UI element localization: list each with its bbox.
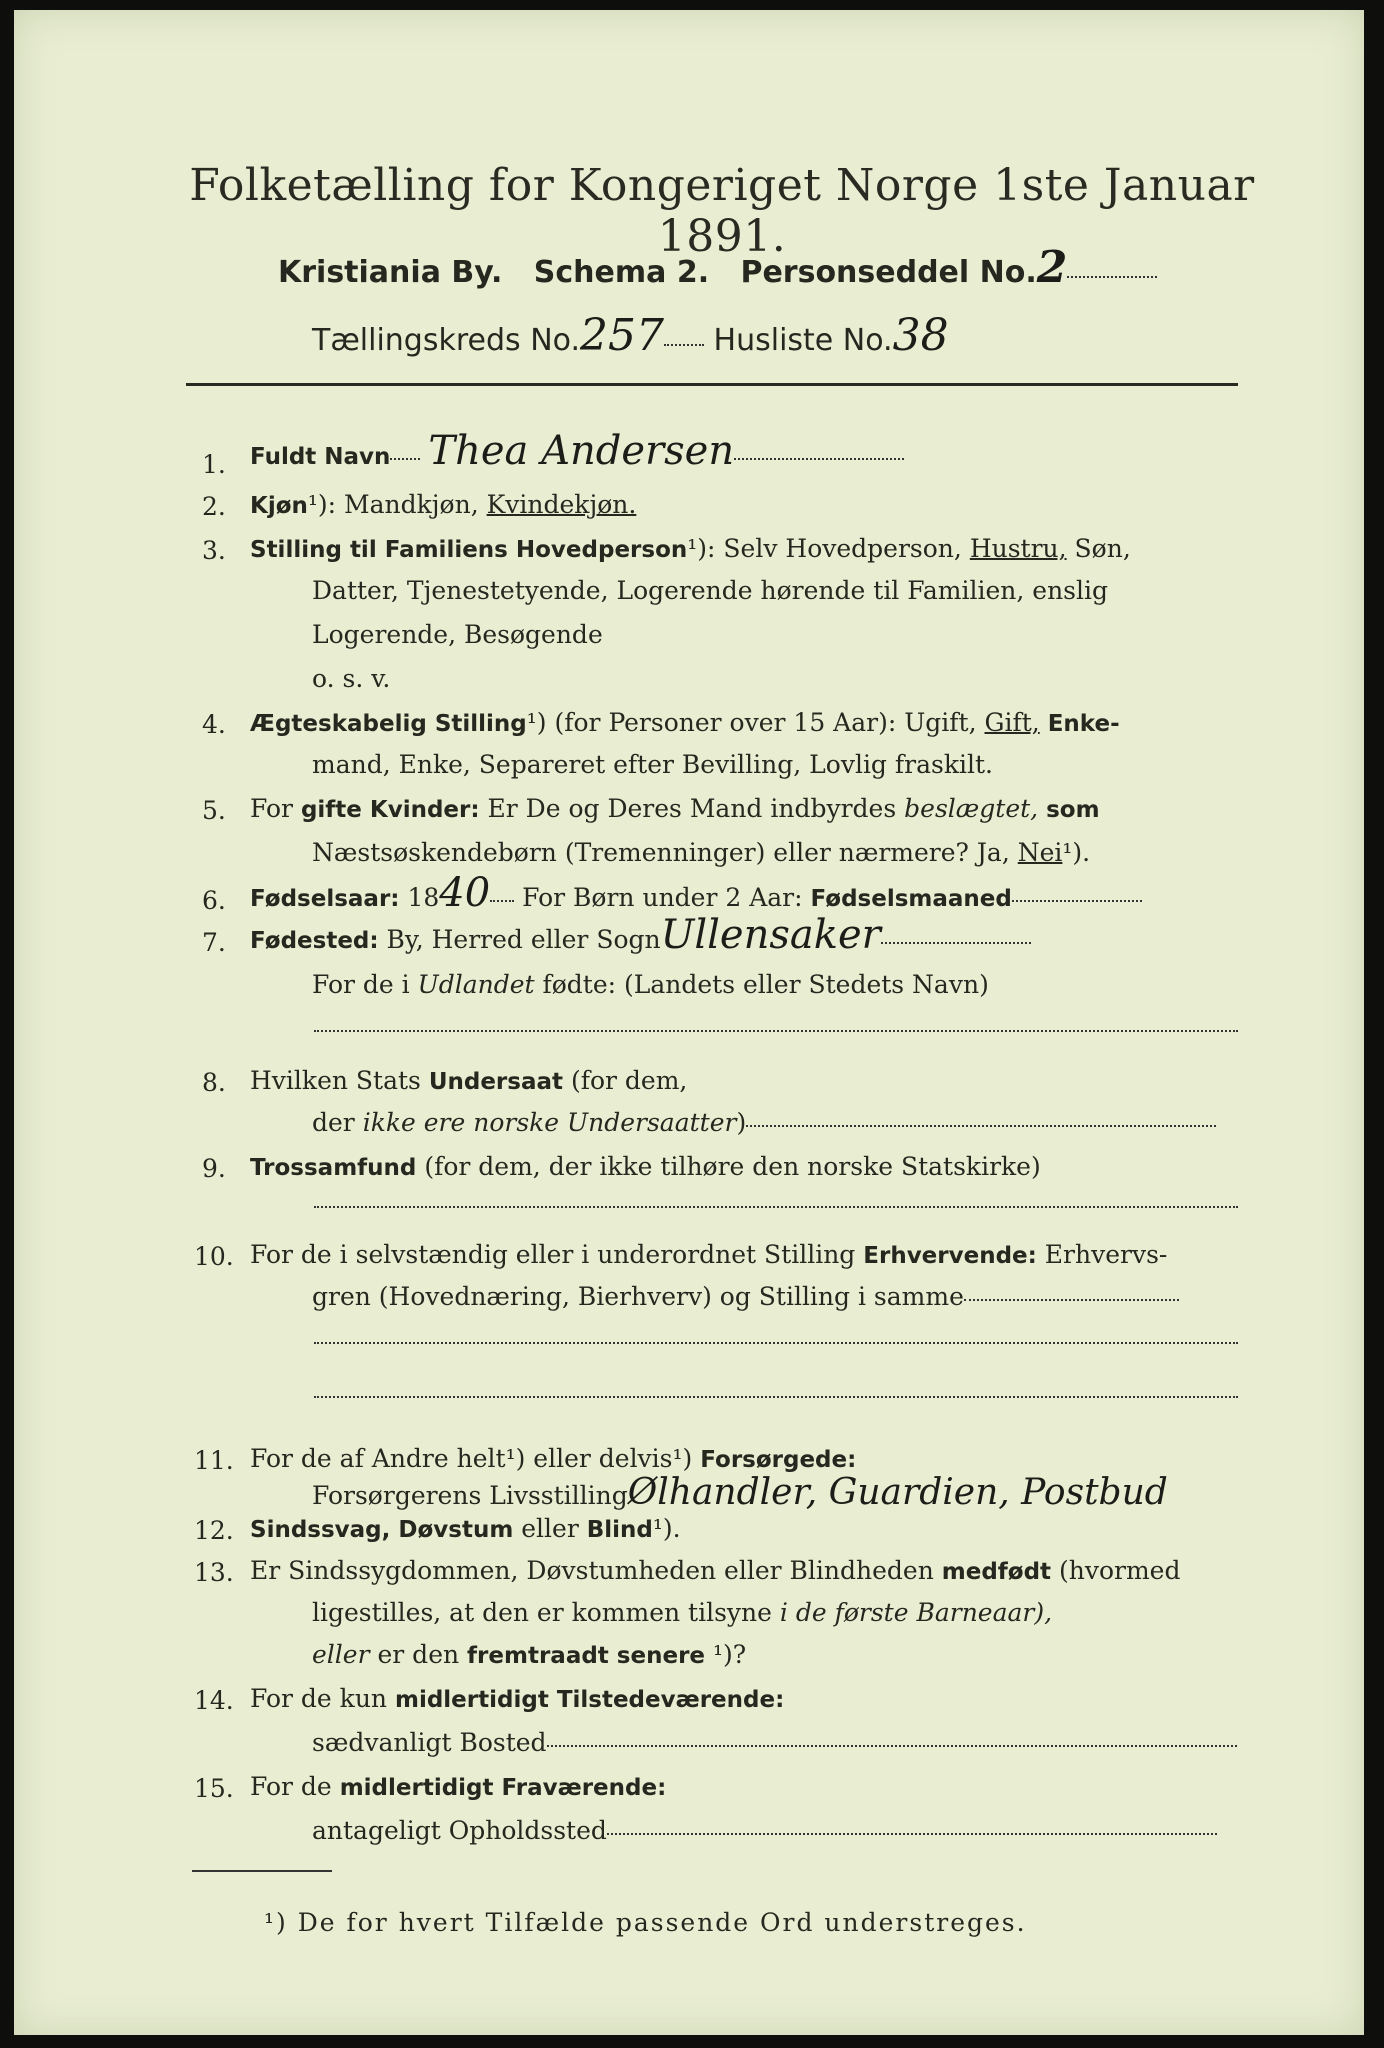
- family-position-selected: Hustru,: [969, 534, 1067, 563]
- schema-label: Schema 2.: [533, 255, 710, 290]
- supporter-occupation-value: Ølhandler, Guardien, Postbud: [627, 1472, 1168, 1513]
- header-divider: [186, 383, 1238, 386]
- husliste-label: Husliste No.: [713, 323, 893, 358]
- husliste-number: 38: [892, 310, 949, 361]
- congenital-label: medfødt: [941, 1559, 1052, 1585]
- citizenship-label: Undersaat: [428, 1069, 563, 1095]
- item-7: Fødested: By, Herred eller SognUllensaker: [250, 918, 1031, 958]
- gender-option-female: Kvindekjøn.: [486, 490, 637, 519]
- married-women-label: gifte Kvinder:: [300, 797, 480, 823]
- item-number-11: 11.: [194, 1446, 234, 1475]
- item-15-line2: antageligt Opholdssted: [312, 1814, 1217, 1848]
- blind-label: Blind: [586, 1517, 653, 1543]
- item-4-line2: mand, Enke, Separeret efter Bevilling, Lovlig fraskilt.: [312, 750, 993, 779]
- marital-status-selected: Gift,: [984, 708, 1040, 737]
- foreign-birthplace-line: [314, 1030, 1238, 1032]
- item-number-3: 3.: [202, 536, 226, 565]
- temporarily-absent-label: midlertidigt Fraværende:: [339, 1775, 667, 1801]
- occupation-line-1: [314, 1342, 1238, 1344]
- temporarily-present-label: midlertidigt Tilstedeværende:: [394, 1687, 785, 1713]
- item-number-8: 8.: [202, 1068, 226, 1097]
- item-12: Sindssvag, Døvstum eller Blind¹).: [250, 1514, 681, 1543]
- item-3-line4: o. s. v.: [312, 664, 391, 693]
- item-5: For gifte Kvinder: Er De og Deres Mand indbyrdes beslægtet, som: [250, 794, 1100, 823]
- birth-year-label: Fødselsaar:: [250, 886, 400, 912]
- occupation-line-2: [314, 1396, 1238, 1398]
- item-10-line2: gren (Hovednæring, Bierhverv) og Stilling i samme: [312, 1280, 1179, 1314]
- family-position-label: Stilling til Familiens Hovedperson: [250, 537, 688, 563]
- occupation-label: Erhvervende:: [863, 1243, 1037, 1269]
- gender-label: Kjøn: [250, 493, 308, 519]
- full-name-label: Fuldt Navn: [250, 444, 391, 470]
- item-13: Er Sindssygdommen, Døvstumheden eller Blindheden medfødt (hvormed: [250, 1556, 1181, 1585]
- birth-year-value: 40: [439, 870, 491, 916]
- footnote: ¹) De for hvert Tilfælde passende Ord understreges.: [264, 1908, 1027, 1937]
- personseddel-number: 2: [1036, 242, 1068, 293]
- item-15: For de midlertidigt Fraværende:: [250, 1772, 667, 1801]
- item-2: Kjøn¹): Mandkjøn, Kvindekjøn.: [250, 490, 637, 519]
- birthplace-label: Fødested:: [250, 928, 379, 954]
- census-form: [14, 10, 1364, 2035]
- item-number-6: 6.: [202, 886, 226, 915]
- item-3-line3: Logerende, Besøgende: [312, 620, 603, 649]
- related-answer-selected: Nei: [1017, 838, 1063, 867]
- kreds-label: Tællingskreds No.: [312, 323, 580, 358]
- form-header-line2: [312, 310, 949, 361]
- item-11: For de af Andre helt¹) eller delvis¹) Forsørgede:: [250, 1444, 857, 1473]
- item-13-line2: ligestilles, at den er kommen tilsyne i de første Barneaar),: [312, 1598, 1053, 1627]
- marital-status-label: Ægteskabelig Stilling: [250, 711, 527, 737]
- item-number-1: 1.: [202, 450, 226, 479]
- birthplace-value: Ullensaker: [660, 912, 881, 958]
- kreds-number: 257: [580, 310, 664, 361]
- item-5-line2: Næstsøskendebørn (Tremenninger) eller nærmere? Ja, Nei¹).: [312, 838, 1091, 867]
- birth-month-label: Fødselsmaaned: [810, 886, 1012, 912]
- item-9: Trossamfund (for dem, der ikke tilhøre den norske Statskirke): [250, 1152, 1041, 1181]
- item-number-2: 2.: [202, 492, 226, 521]
- item-3: Stilling til Familiens Hovedperson¹): Selv Hovedperson, Hustru, Søn,: [250, 534, 1131, 563]
- full-name-value: Thea Andersen: [428, 428, 735, 474]
- item-4: Ægteskabelig Stilling¹) (for Personer over 15 Aar): Ugift, Gift, Enke-: [250, 708, 1120, 737]
- item-number-7: 7.: [202, 928, 226, 957]
- item-number-13: 13.: [194, 1558, 234, 1587]
- religion-label: Trossamfund: [250, 1155, 417, 1181]
- gender-option-male: Mandkjøn,: [344, 490, 487, 519]
- item-number-14: 14.: [194, 1686, 234, 1715]
- item-10: For de i selvstændig eller i underordnet Stilling Erhvervende: Erhvervs-: [250, 1240, 1168, 1269]
- item-number-4: 4.: [202, 710, 226, 739]
- supported-label: Forsørgede:: [700, 1447, 857, 1473]
- form-header-line1: [278, 242, 1157, 293]
- religion-line: [314, 1206, 1238, 1208]
- city-label: Kristiania By.: [278, 255, 503, 290]
- footnote-divider: [192, 1870, 332, 1872]
- item-number-10: 10.: [194, 1242, 234, 1271]
- item-number-5: 5.: [202, 796, 226, 825]
- item-13-line3: eller er den fremtraadt senere ¹)?: [312, 1640, 747, 1669]
- item-14: For de kun midlertidigt Tilstedeværende:: [250, 1684, 785, 1713]
- personseddel-label: Personseddel No.: [740, 255, 1037, 290]
- item-14-line2: sædvanligt Bosted: [312, 1726, 1237, 1760]
- item-number-15: 15.: [194, 1774, 234, 1803]
- item-1: [250, 428, 904, 474]
- disability-label: Sindssvag, Døvstum: [250, 1517, 514, 1543]
- page-title: Folketælling for Kongeriget Norge 1ste Januar 1891.: [189, 160, 1255, 262]
- item-8-line2: der ikke ere norske Undersaatter): [312, 1106, 1216, 1140]
- item-6: Fødselsaar: 1840 For Børn under 2 Aar: Fødselsmaaned: [250, 876, 1142, 916]
- item-number-9: 9.: [202, 1154, 226, 1183]
- item-number-12: 12.: [194, 1516, 234, 1545]
- item-3-line2: Datter, Tjenestetyende, Logerende hørende til Familien, enslig: [312, 576, 1109, 605]
- item-11-line2: Forsørgerens LivsstillingØlhandler, Guardien, Postbud: [312, 1472, 1168, 1513]
- item-7-line2: For de i Udlandet fødte: (Landets eller Stedets Navn): [312, 970, 989, 999]
- item-8: Hvilken Stats Undersaat (for dem,: [250, 1066, 688, 1095]
